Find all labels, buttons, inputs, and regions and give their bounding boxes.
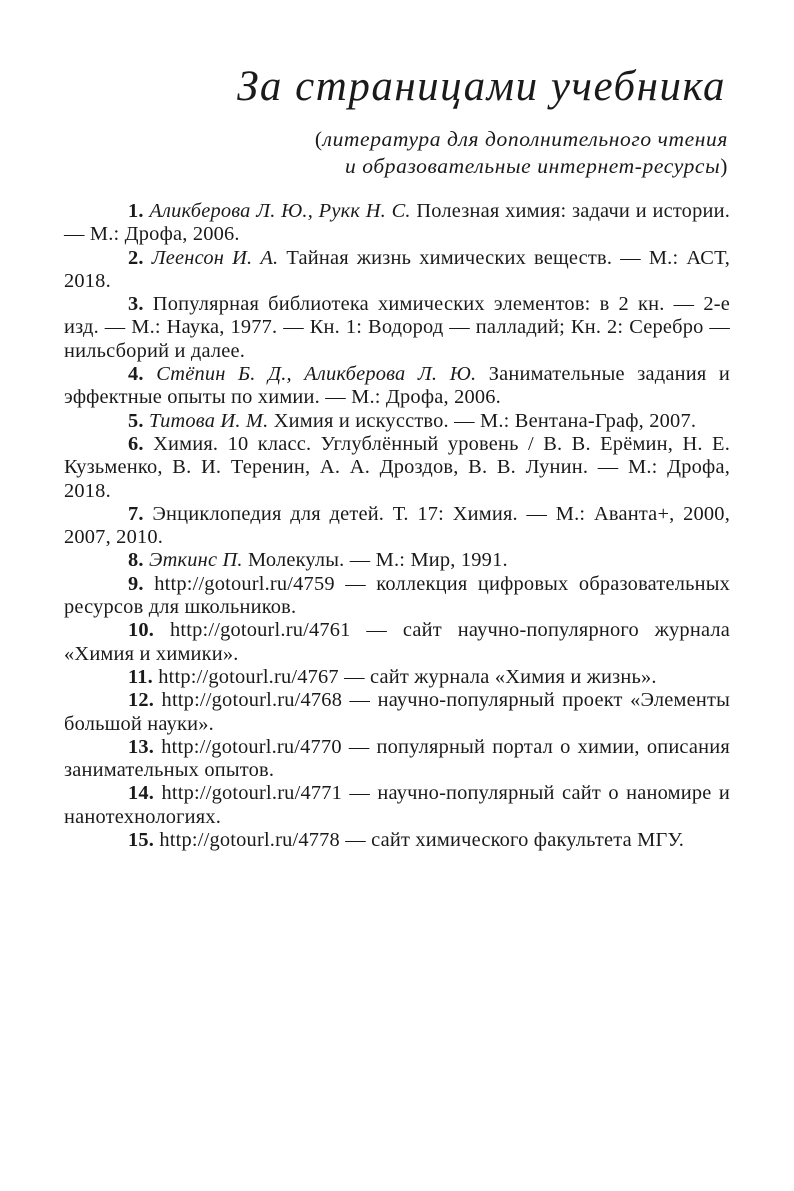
bibliography-item: [64, 689, 730, 736]
item-number: 5.: [128, 409, 144, 432]
item-text: Полезная химия: задачи и истории. — М.: Дрофа, 2006.: [64, 200, 730, 246]
item-text: http://gotourl.ru/4767 — сайт журнала «Химия и жизнь».: [152, 665, 657, 688]
bibliography-item: [64, 247, 730, 294]
item-text: Молекулы. — М.: Мир, 1991.: [242, 549, 508, 572]
bibliography-item: [64, 829, 730, 852]
item-text: Энциклопедия для детей. Т. 17: Химия. — М.: Аванта+, 2000, 2007, 2010.: [64, 502, 730, 549]
item-text: Химия. 10 класс. Углублённый уровень / В. В. Ерёмин, Н. Е. Кузьменко, В. И. Теренин, А. А. Дроздов, В. В. Лунин. — М.: Дрофа, 2018.: [64, 432, 730, 502]
item-number: 1.: [128, 200, 144, 222]
subtitle-line-2: и образовательные интернет-ресурсы: [344, 154, 721, 178]
bibliography-item: [64, 363, 730, 410]
bibliography-item: [64, 433, 730, 503]
page-subtitle: [315, 126, 728, 180]
bibliography-item: [64, 573, 730, 620]
item-number: 3.: [128, 293, 144, 316]
bibliography-item: [64, 293, 730, 363]
item-number: 10.: [128, 619, 155, 642]
item-number: 8.: [128, 549, 144, 572]
bibliography-item: [64, 410, 730, 433]
item-text: Тайная жизнь химических веществ. — М.: АСТ, 2018.: [64, 246, 730, 292]
item-text: http://gotourl.ru/4770 — популярный портал о химии, описания занимательных опытов.: [64, 735, 730, 782]
item-number: 2.: [128, 246, 144, 269]
item-number: 13.: [128, 735, 155, 758]
item-author: Эткинс П.: [149, 549, 243, 572]
item-number: 14.: [128, 782, 155, 805]
item-number: 4.: [128, 363, 144, 386]
item-text: http://gotourl.ru/4759 — коллекция цифровых образовательных ресурсов для школьников.: [64, 572, 730, 619]
item-number: 15.: [128, 829, 155, 852]
item-text: Занимательные задания и эффектные опыты по химии. — М.: Дрофа, 2006.: [64, 363, 730, 409]
item-number: 7.: [128, 502, 144, 525]
item-text: http://gotourl.ru/4771 — научно-популярный сайт о наномире и нанотехнологиях.: [64, 782, 730, 828]
item-text: http://gotourl.ru/4768 — научно-популярный проект «Элементы большой науки».: [64, 689, 730, 735]
bibliography-item: [64, 200, 730, 247]
bibliography-item: [64, 619, 730, 666]
item-author: Аликберова Л. Ю., Рукк Н. С.: [149, 200, 411, 222]
item-number: 9.: [128, 572, 144, 595]
item-text: http://gotourl.ru/4778 — сайт химического факультета МГУ.: [154, 829, 685, 852]
bibliography-item: [64, 666, 730, 689]
item-number: 6.: [128, 432, 144, 455]
item-number: 11.: [128, 665, 153, 688]
page-title: За страницами учебника: [237, 63, 726, 110]
item-text: Химия и искусство. — М.: Вентана-Граф, 2007.: [268, 409, 697, 432]
item-author: Стёпин Б. Д., Аликберова Л. Ю.: [156, 363, 477, 386]
bibliography-item: [64, 782, 730, 829]
subtitle-line-1: литература для дополнительного чтения: [322, 127, 728, 151]
bibliography-item: [64, 549, 730, 572]
item-text: Популярная библиотека химических элементов: в 2 кн. — 2-е изд. — М.: Наука, 1977. — Кн. 1: Водород — палладий; Кн. 2: Серебро — нильсборий и далее.: [64, 293, 730, 362]
item-author: Титова И. М.: [149, 409, 269, 432]
subtitle-close-paren: ): [720, 154, 728, 178]
item-author: Леенсон И. А.: [151, 246, 279, 269]
item-text: http://gotourl.ru/4761 — сайт научно-популярного журнала «Химия и химики».: [64, 619, 730, 665]
subtitle-open-paren: (: [314, 127, 323, 151]
bibliography-item: [64, 503, 730, 550]
bibliography-list: [64, 200, 730, 852]
bibliography-item: [64, 736, 730, 783]
item-number: 12.: [128, 689, 155, 712]
